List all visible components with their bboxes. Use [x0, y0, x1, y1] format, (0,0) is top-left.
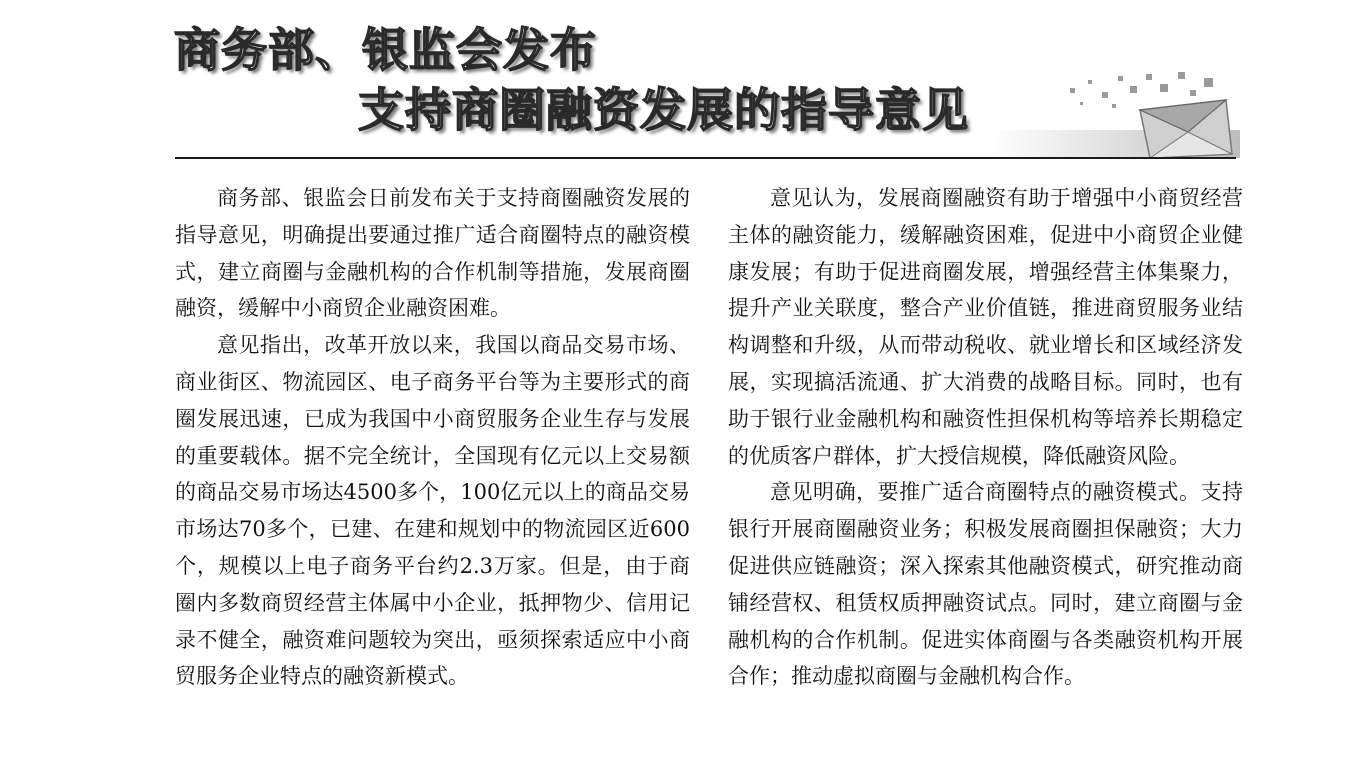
paragraph: 商务部、银监会日前发布关于支持商圈融资发展的指导意见，明确提出要通过推广适合商圈特点的融资模式，建立商圈与金融机构的合作机制等措施，发展商圈融资，缓解中小商贸企业融资困难。 — [175, 186, 690, 321]
headline-line-1: 商务部、银监会发布 — [174, 23, 597, 77]
header-divider — [175, 157, 1236, 159]
paragraph: 意见指出，改革开放以来，我国以商品交易市场、商业街区、物流园区、电子商务平台等为主要形式的商圈发展迅速，已成为我国中小商贸服务企业生存与发展的重要载体。据不完全统计，全国现有亿元以上交易额的商品交易市场达4500多个，100亿元以上的商品交易市场达70多个，已建、在建和规划中的物流园区近600个，规模以上电子商务平台约2.3万家。但是，由于商圈内多数商贸经营主体属中小企业，抵押物少、信用记录不健全，融资难问题较为突出，亟须探索适应中小商贸服务企业特点的融资新模式。 — [175, 333, 690, 689]
article-column-left — [175, 180, 690, 695]
article-column-right — [728, 180, 1243, 695]
envelope-icon — [990, 70, 1240, 158]
paragraph: 意见明确，要推广适合商圈特点的融资模式。支持银行开展商圈融资业务；积极发展商圈担保融资；大力促进供应链融资；深入探索其他融资模式，研究推动商铺经营权、租赁权质押融资试点。同时，建立商圈与金融机构的合作机制。促进实体商圈与各类融资机构开展合作；推动虚拟商圈与金融机构合作。 — [728, 480, 1243, 689]
headline-line-2: 支持商圈融资发展的指导意见 — [358, 83, 969, 137]
paragraph: 意见认为，发展商圈融资有助于增强中小商贸经营主体的融资能力，缓解融资困难，促进中小商贸企业健康发展；有助于促进商圈发展，增强经营主体集聚力，提升产业关联度，整合产业价值链，推进商贸服务业结构调整和升级，从而带动税收、就业增长和区域经济发展，实现搞活流通、扩大消费的战略目标。同时，也有助于银行业金融机构和融资性担保机构等培养长期稳定的优质客户群体，扩大授信规模，降低融资风险。 — [728, 186, 1243, 468]
